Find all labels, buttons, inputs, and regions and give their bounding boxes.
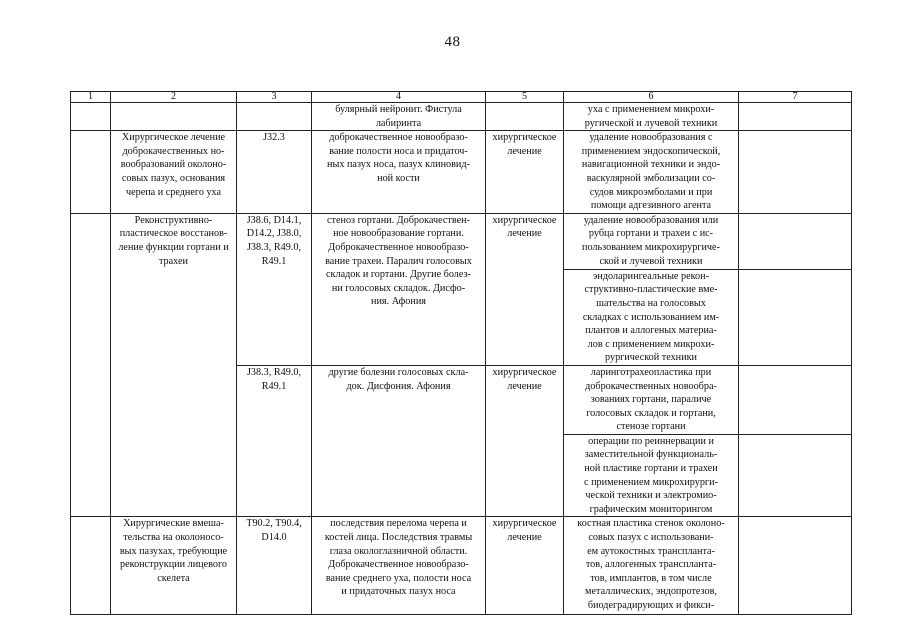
icd-codes-cell: J32.3 [237, 131, 312, 214]
column-number-row [71, 92, 852, 103]
empty-cell [739, 269, 852, 365]
diagnosis-cell: булярный нейронит. Фистула лабиринта [312, 103, 486, 131]
table-row [71, 103, 852, 131]
empty-cell [739, 365, 852, 434]
column-number: 6 [564, 92, 739, 103]
method-cell: ларинготрахеопластика при доброкачественных новообра- зованиях гортани, параличе голосовых складок и гортани, стенозе гортани [564, 365, 739, 434]
method-cell: удаление новообразования или рубца гортани и трахеи с ис- пользованием микрохирургиче- ской и лучевой техники [564, 213, 739, 269]
method-cell: операции по реиннервации и заместительной функциональ- ной пластике гортани и трахеи с применением микрохирурги- ческой техники и электромио- графическим мониторингом [564, 434, 739, 517]
page-number: 48 [444, 34, 461, 50]
empty-cell [739, 434, 852, 517]
column-number: 1 [71, 92, 111, 103]
intervention-name-cell: Хирургическое лечение доброкачественных но- вообразований околоно- совых пазух, основания черепа и среднего уха [111, 131, 237, 214]
table-row [71, 131, 852, 214]
intervention-name-cell: Хирургические вмеша- тельства на околоносо- вых пазухах, требующие реконструкции лицевого скелета [111, 517, 237, 615]
table-row [71, 213, 852, 269]
diagnosis-cell: доброкачественное новообразо- вание полости носа и придаточ- ных пазух носа, пазух клиновид- ной кости [312, 131, 486, 214]
services-table [70, 91, 852, 615]
method-cell: ухa с применением микрохи- ругической и лучевой техники [564, 103, 739, 131]
treatment-type-cell: хирургическое лечение [486, 131, 564, 214]
column-number: 2 [111, 92, 237, 103]
diagnosis-cell: стеноз гортани. Доброкачествен- ное новообразование гортани. Доброкачественное новообразо- вание трахеи. Паралич голосовых складок и гортани. Другие болез- ни голосовых складок. Дисфо- ния. Афония [312, 213, 486, 365]
diagnosis-cell: последствия перелома черепа и костей лица. Последствия травмы глаза окологлазничной области. Доброкачественное новообразо- вание среднего уха, полости носа и придаточных пазух носа [312, 517, 486, 615]
method-cell: эндоларингеальные рекон- структивно-пластические вме- шательства на голосовых складках с использованием им- плантов и аллогеных материа- лов с применением микрохи- рургической техники [564, 269, 739, 365]
empty-cell [739, 213, 852, 269]
treatment-type-cell: хирургическое лечение [486, 365, 564, 517]
treatment-type-cell: хирургическое лечение [486, 213, 564, 365]
intervention-name-cell: Реконструктивно- пластическое восстанов- ление функции гортани и трахеи [111, 213, 237, 517]
icd-codes-cell: J38.3, R49.0, R49.1 [237, 365, 312, 517]
column-number: 5 [486, 92, 564, 103]
empty-cell [739, 103, 852, 131]
icd-codes-cell: T90.2, T90.4, D14.0 [237, 517, 312, 615]
method-cell: костная пластика стенок околоно- совых пазух с использовани- ем аутокостных трансплантa- тов, аллогенных транспланта- тов, имплантов, в том числе металлических, эндопротезов, биодеградирующих и фикси- [564, 517, 739, 615]
row-number-cell [71, 131, 111, 214]
diagnosis-cell: другие болезни голосовых скла- док. Дисфония. Афония [312, 365, 486, 517]
method-cell: удаление новообразования с применением эндоскопической, навигационной техники и эндо- васкулярной эмболизации со- судов микроэмболами и при помощи адгезивного агента [564, 131, 739, 214]
empty-cell [739, 517, 852, 615]
icd-codes-cell: J38.6, D14.1, D14.2, J38.0, J38.3, R49.0, R49.1 [237, 213, 312, 365]
column-number: 3 [237, 92, 312, 103]
empty-cell [739, 131, 852, 214]
intervention-name-cell [111, 103, 237, 131]
icd-codes-cell [237, 103, 312, 131]
table-row [71, 517, 852, 615]
treatment-type-cell: хирургическое лечение [486, 517, 564, 615]
row-number-cell [71, 213, 111, 517]
column-number: 4 [312, 92, 486, 103]
row-number-cell [71, 103, 111, 131]
column-number: 7 [739, 92, 852, 103]
row-number-cell [71, 517, 111, 615]
treatment-type-cell [486, 103, 564, 131]
